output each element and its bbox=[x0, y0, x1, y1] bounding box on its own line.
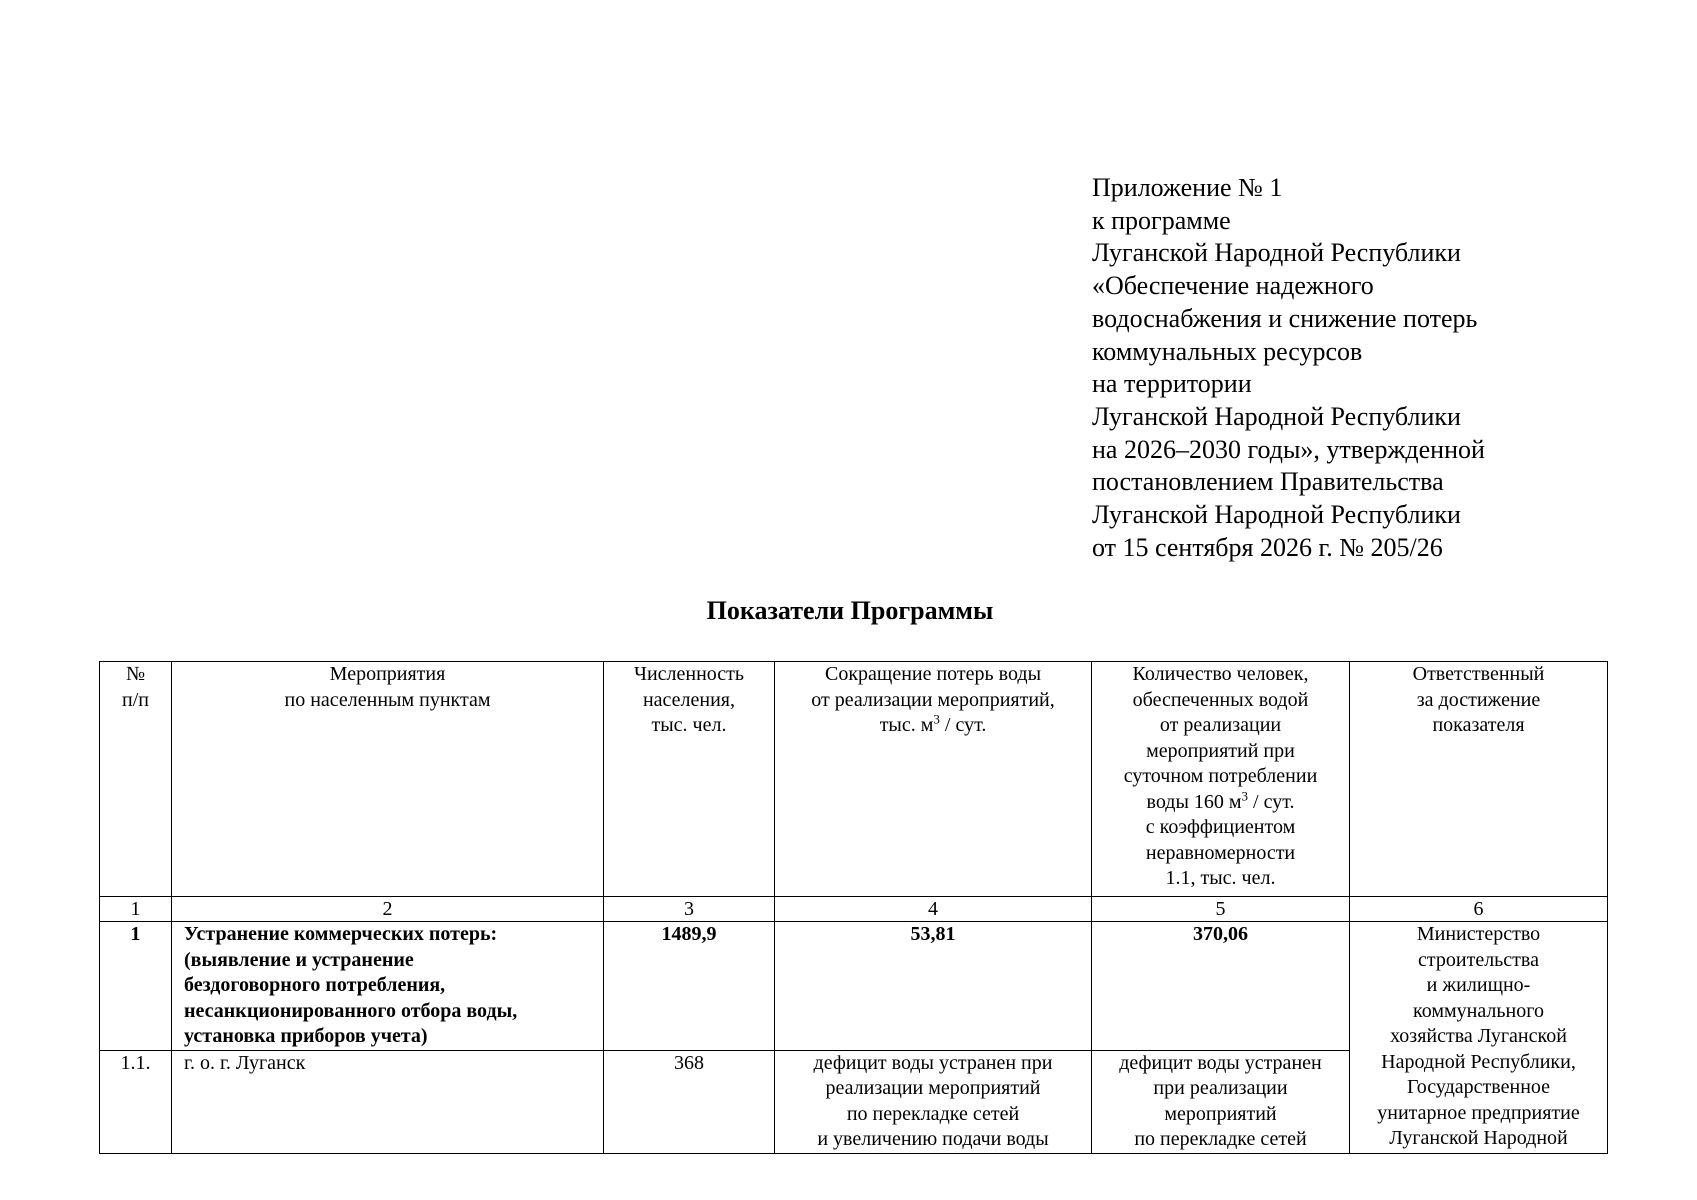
section-responsible: Министерство строительства и жилищно- коммунального хозяйства Луганской Народной Республики, Государственное унитарное предприятие Луганской Народной bbox=[1350, 922, 1608, 1154]
header-responsible: Ответственный за достижение показателя bbox=[1350, 662, 1608, 897]
header-people-sup: 3 bbox=[1241, 787, 1249, 803]
column-number: 6 bbox=[1350, 897, 1608, 922]
appendix-line: на 2026–2030 годы», утвержденной bbox=[1092, 434, 1485, 464]
header-people-unit: / сут. с коэффициентом неравномерности 1.1, тыс. чел. bbox=[1145, 790, 1296, 889]
document-title: Показатели Программы bbox=[706, 596, 994, 625]
appendix-line: коммунальных ресурсов bbox=[1092, 336, 1363, 366]
header-loss-reduction-text: Сокращение потерь воды от реализации мероприятий, тыс. м bbox=[811, 663, 1055, 736]
section-num: 1 bbox=[100, 922, 172, 1051]
header-population: Численность населения, тыс. чел. bbox=[604, 662, 775, 897]
row-name: г. о. г. Луганск bbox=[172, 1050, 604, 1153]
row-loss-reduction: дефицит воды устранен при реализации мероприятий по перекладке сетей и увеличению подачи воды bbox=[775, 1050, 1092, 1153]
table-header-row bbox=[100, 662, 1608, 897]
column-number: 4 bbox=[775, 897, 1092, 922]
column-number: 1 bbox=[100, 897, 172, 922]
row-num: 1.1. bbox=[100, 1050, 172, 1153]
indicators-table bbox=[99, 661, 1608, 1154]
header-loss-reduction bbox=[775, 662, 1092, 897]
column-number-row bbox=[100, 897, 1608, 922]
column-number: 3 bbox=[604, 897, 775, 922]
section-people: 370,06 bbox=[1092, 922, 1350, 1051]
column-number: 5 bbox=[1092, 897, 1350, 922]
appendix-line: «Обеспечение надежного bbox=[1092, 271, 1374, 301]
section-loss-reduction: 53,81 bbox=[775, 922, 1092, 1051]
row-population: 368 bbox=[604, 1050, 775, 1153]
appendix-line: Приложение № 1 bbox=[1092, 173, 1283, 202]
appendix-line: Луганской Народной Республики bbox=[1092, 238, 1461, 268]
header-loss-reduction-sup: 3 bbox=[933, 711, 940, 727]
section-name: Устранение коммерческих потерь: (выявление и устранение бездоговорного потребления, несанкционированного отбора воды, установка приборов учета) bbox=[172, 922, 604, 1051]
appendix-line: Луганской Народной Республики bbox=[1092, 500, 1461, 530]
appendix-line: от 15 сентября 2026 г. № 205/26 bbox=[1092, 532, 1443, 562]
header-num: № п/п bbox=[100, 662, 172, 897]
appendix-line: постановлением Правительства bbox=[1092, 467, 1444, 497]
header-people bbox=[1092, 662, 1350, 897]
row-people: дефицит воды устранен при реализации мероприятий по перекладке сетей bbox=[1092, 1050, 1350, 1153]
appendix-line: на территории bbox=[1092, 369, 1252, 399]
header-loss-reduction-unit: / сут. bbox=[939, 714, 987, 736]
appendix-block bbox=[1092, 172, 1485, 564]
appendix-line: Луганской Народной Республики bbox=[1092, 401, 1461, 431]
appendix-line: водоснабжения и снижение потерь bbox=[1092, 303, 1478, 333]
appendix-line: к программе bbox=[1092, 205, 1231, 235]
column-number: 2 bbox=[172, 897, 604, 922]
header-measures: Мероприятия по населенным пунктам bbox=[172, 662, 604, 897]
header-people-text: Количество человек, обеспеченных водой от реализации мероприятий при суточном потреблении воды 160 м bbox=[1123, 663, 1318, 813]
section-population: 1489,9 bbox=[604, 922, 775, 1051]
section-row bbox=[100, 922, 1608, 1051]
